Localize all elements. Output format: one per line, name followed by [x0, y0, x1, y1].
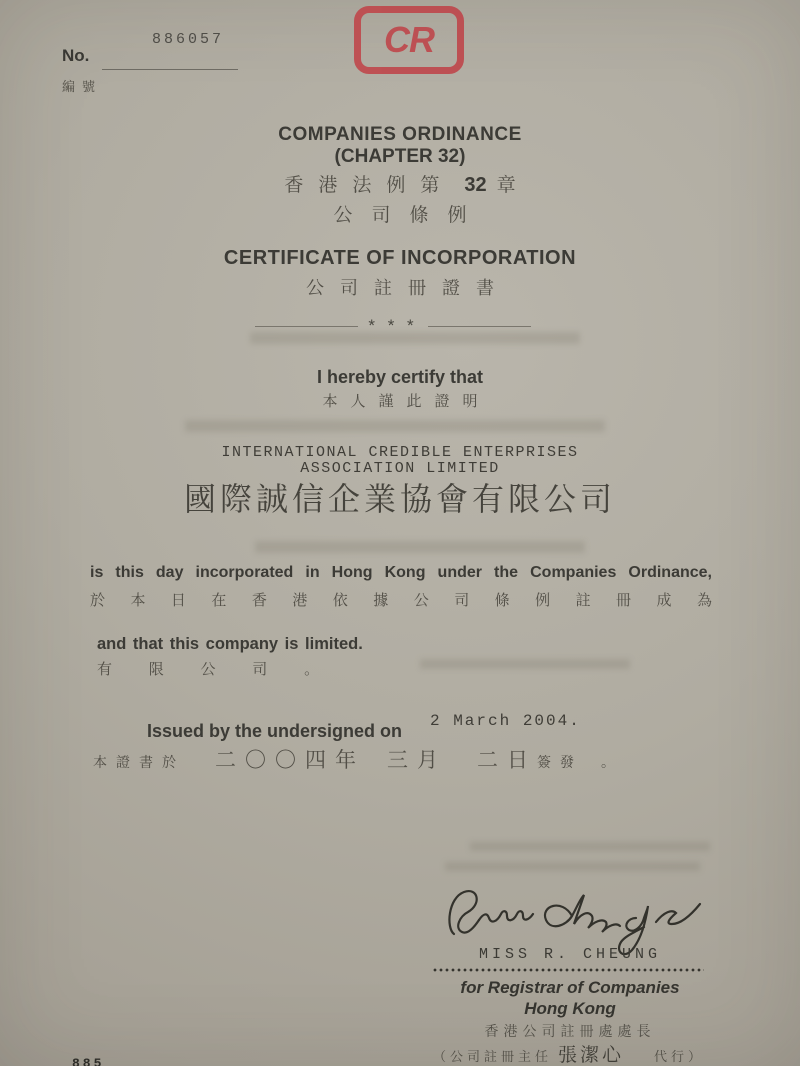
deputy-open: （公司註冊主任: [432, 1050, 552, 1065]
ordinance-title-zh-right: 章: [496, 174, 516, 196]
incorporated-statement: is this day incorporated in Hong Kong under the Companies Ordinance,: [90, 564, 712, 581]
limited-statement-zh: 有 限 公 司 。: [97, 660, 336, 678]
issue-zh-month: 三月: [387, 748, 447, 772]
ghost-smudge: [470, 842, 710, 851]
certificate-title: CERTIFICATE OF INCORPORATION: [223, 247, 577, 269]
signature-dotted-rule: [432, 968, 704, 972]
company-name-line2: ASSOCIATION LIMITED: [300, 460, 500, 477]
place-line: Hong Kong: [524, 999, 616, 1018]
no-label: No.: [62, 46, 90, 65]
deputy-name: 張潔心: [557, 1044, 624, 1066]
ordinance-chapter: (CHAPTER 32): [334, 146, 466, 167]
ghost-smudge: [255, 541, 585, 553]
signatory-name: MISS R. CHEUNG: [478, 946, 662, 963]
issued-label: Issued by the undersigned on: [147, 721, 403, 741]
ghost-smudge: [420, 659, 630, 669]
divider-stars: * * *: [368, 316, 418, 335]
divider-left-rule: [255, 326, 358, 327]
companies-registry-logo: [354, 6, 464, 74]
registrar-title-zh: 香港公司註冊處處長: [484, 1024, 656, 1040]
ordinance-title-zh: [0, 170, 800, 197]
certify-statement: I hereby certify that: [316, 367, 484, 387]
limited-statement: and that this company is limited.: [97, 635, 363, 653]
footer-partial-code: [72, 1056, 152, 1066]
cr-logo-text: CR: [384, 19, 434, 60]
serial-number: 886057: [152, 31, 225, 48]
divider-right-rule: [428, 326, 531, 327]
company-name-line1: INTERNATIONAL CREDIBLE ENTERPRISES: [221, 444, 579, 461]
no-label-zh: 編號: [62, 80, 103, 95]
footer-partial-code-text: 885: [72, 1056, 105, 1066]
for-registrar-line: for Registrar of Companies: [460, 978, 680, 997]
issue-zh-day: 二日: [477, 748, 537, 772]
issue-zh-period: 。: [601, 755, 624, 771]
company-name-zh: 國際誠信企業協會有限公司: [183, 480, 616, 518]
issue-zh-prefix: 本證書於: [93, 755, 185, 771]
deputy-close: 代行）: [654, 1050, 706, 1065]
serial-underline: [102, 69, 238, 70]
ordinance-title-zh-left: 香港法例第: [284, 174, 455, 196]
certificate-title-zh: 公司註冊證書: [306, 278, 510, 299]
signature-handwriting: [438, 882, 728, 956]
ordinance-title: COMPANIES ORDINANCE: [278, 124, 522, 145]
issue-date: 2 March 2004.: [430, 712, 581, 730]
ghost-smudge: [250, 332, 580, 344]
ghost-smudge: [445, 862, 700, 871]
issue-date-zh: [93, 744, 624, 774]
ordinance-chapter-number: 32: [464, 174, 487, 196]
incorporated-statement-zh: 於 本 日 在 香 港 依 據 公 司 條 例 註 冊 成 為: [90, 591, 712, 609]
deputy-line: [424, 1040, 714, 1066]
issue-zh-suffix: 簽發: [537, 755, 583, 771]
ordinance-subtitle-zh: 公司條例: [333, 204, 486, 226]
certify-statement-zh: 本人謹此證明: [322, 392, 491, 410]
ghost-smudge: [185, 420, 605, 432]
issue-zh-year: 二〇〇四年: [215, 748, 365, 772]
